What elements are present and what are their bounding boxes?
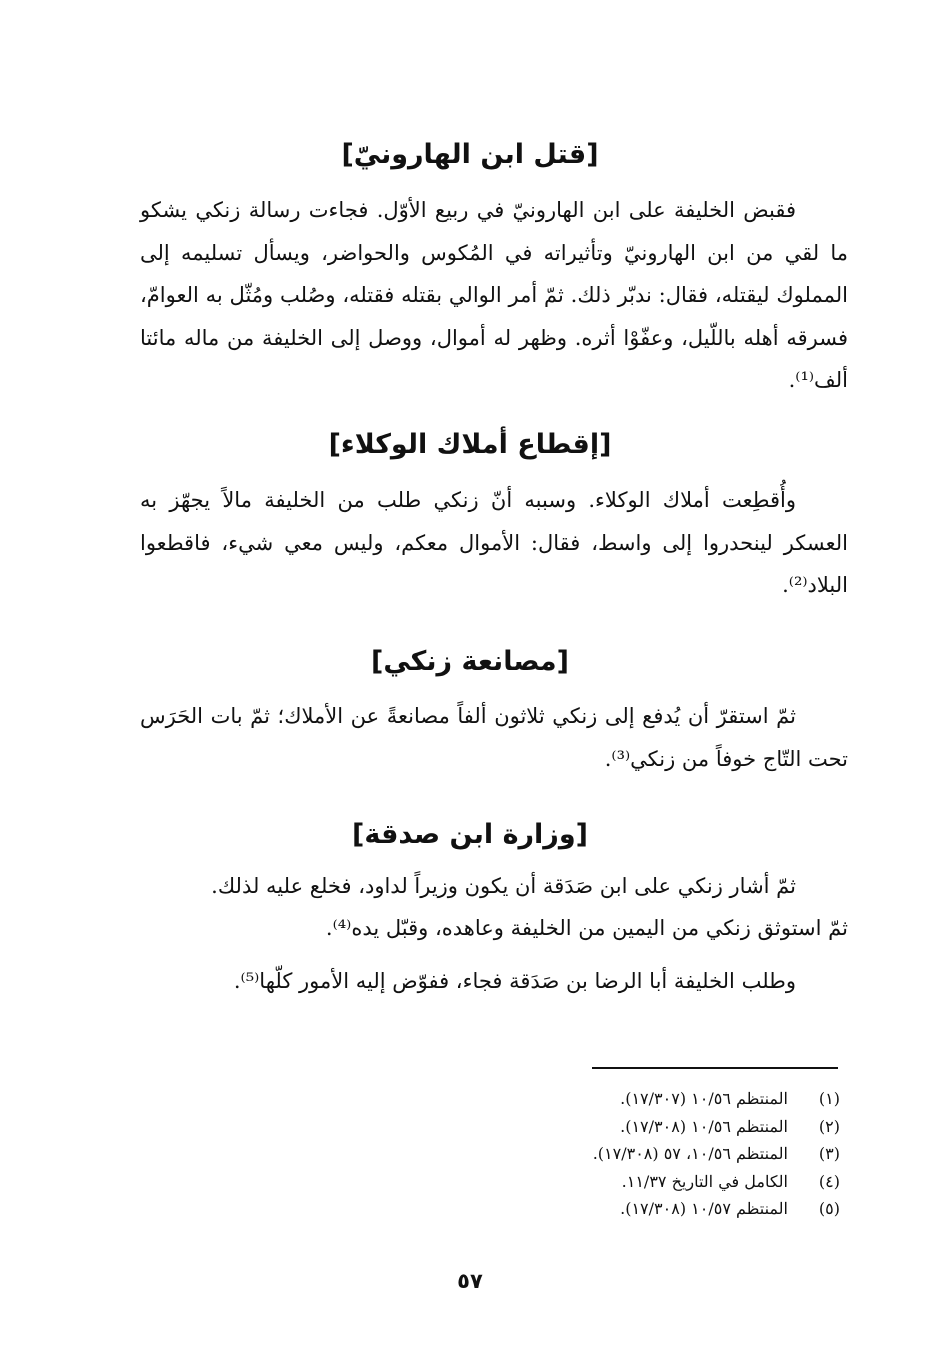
- footnote-text: المنتظم ١٠/٥٦، ٥٧ (١٧/٣٠٨).: [592, 1144, 788, 1163]
- footnote: [140, 1195, 840, 1223]
- section-heading-3: [مصانعة زنكي]: [371, 646, 569, 677]
- paragraph-4c: وطلب الخليفة أبا الرضا بن صَدَقة فجاء، ففوّض إليه الأمور كلّها⁽⁵⁾.: [233, 969, 796, 993]
- footnote: [140, 1140, 840, 1168]
- section-heading-2: [إقطاع أملاك الوكلاء]: [328, 429, 612, 460]
- footnote-number: (٢): [818, 1116, 840, 1136]
- section-heading-1: [قتل ابن الهارونيّ]: [341, 139, 599, 170]
- footnote: [140, 1113, 840, 1141]
- page-number: ٥٧: [457, 1269, 483, 1293]
- paragraph-4a: ثمّ أشار زنكي على ابن صَدَقة أن يكون وزيراً لداود، فخلع عليه لذلك.: [211, 874, 796, 898]
- footnote-text: المنتظم ١٠/٥٧ (١٧/٣٠٨).: [620, 1199, 788, 1218]
- footnote-text: الكامل في التاريخ ١١/٣٧.: [621, 1171, 788, 1191]
- footnotes: [140, 1085, 840, 1223]
- footnote: [140, 1168, 840, 1196]
- footnote-number: (٣): [818, 1144, 840, 1163]
- paragraph-3: ثمّ استقرّ أن يُدفع إلى زنكي ثلاثون ألفاً مصانعةً عن الأملاك؛ ثمّ بات الحَرَس تحت التّاج خوفاً من زنكي⁽³⁾.: [140, 704, 848, 771]
- footnote-number: (٥): [818, 1199, 840, 1218]
- footnote-divider: [592, 1067, 838, 1069]
- paragraph-1: فقبض الخليفة على ابن الهارونيّ في ربيع الأوّل. فجاءت رسالة زنكي يشكو ما لقي من ابن الهارونيّ وتأثيراته في المُكوس والحواضر، ويسأل تسليمه إلى المملوك ليقتله، فقال: ندبّر ذلك. ثمّ أمر الوالي بقتله فقتله، وصُلب ومُثّل به العوامّ، فسرقه أهله باللّيل، وعفّوْا أثره. وظهر له أموال، ووصل إلى الخليفة من ماله مائتا ألف⁽¹⁾.: [140, 198, 848, 392]
- footnote-number: (٤): [818, 1171, 840, 1191]
- paragraph-2: وأُقطِعت أملاك الوكلاء. وسببه أنّ زنكي طلب من الخليفة مالاً يجهّز به العسكر لينحدروا إلى واسط، فقال: الأموال معكم، وليس معي شيء، فاقطعوا البلاد⁽²⁾.: [140, 488, 848, 597]
- footnote-number: (١): [818, 1089, 840, 1108]
- footnote-text: المنتظم ١٠/٥٦ (١٧/٣٠٧).: [620, 1089, 788, 1108]
- footnote: [140, 1085, 840, 1113]
- footnote-text: المنتظم ١٠/٥٦ (١٧/٣٠٨).: [620, 1116, 788, 1136]
- paragraph-4b: ثمّ استوثق زنكي من اليمين من الخليفة وعاهده، وقبّل يده⁽⁴⁾.: [325, 916, 848, 940]
- section-heading-4: [وزارة ابن صدقة]: [352, 819, 588, 850]
